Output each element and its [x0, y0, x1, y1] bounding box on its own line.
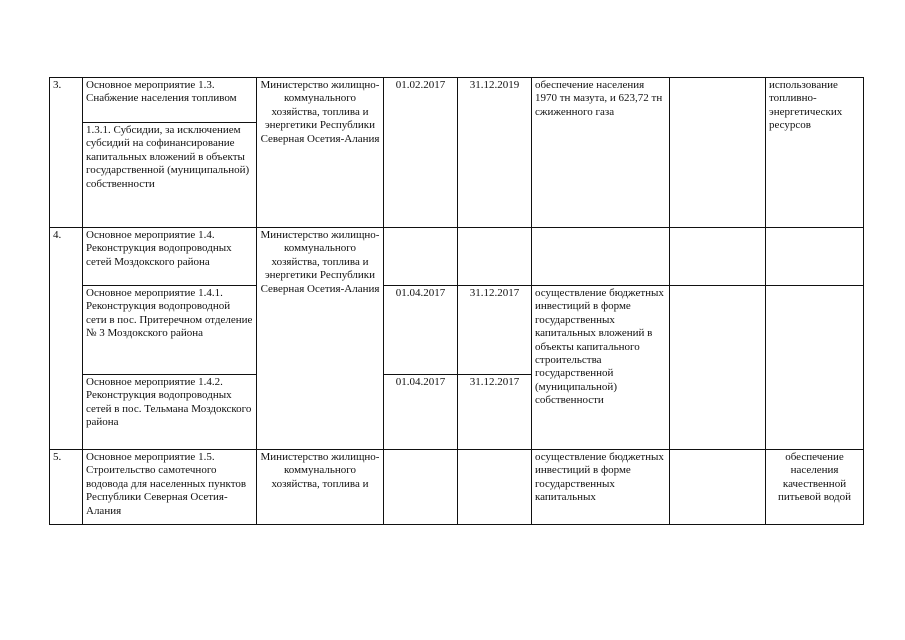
start-date-cell: 01.02.2017	[384, 78, 458, 228]
goal-cell	[766, 286, 864, 450]
indicator-cell	[670, 286, 766, 450]
executor-cell: Министерство жилищно-коммунального хозяйства, топлива и	[257, 450, 384, 525]
end-date-cell	[458, 228, 532, 286]
sub-event-cell: 1.3.1. Субсидии, за исключением субсидий на софинансирование капитальных вложений в объекты государственной (муниципальной) собственности	[83, 123, 257, 228]
indicator-cell	[670, 78, 766, 228]
start-date-cell: 01.04.2017	[384, 375, 458, 450]
executor-cell: Министерство жилищно-коммунального хозяйства, топлива и энергетики Республики Северная Осетия-Алания	[257, 228, 384, 450]
row-number: 5.	[50, 450, 83, 525]
expected-result-cell	[532, 228, 670, 286]
executor-cell: Министерство жилищно-коммунального хозяйства, топлива и энергетики Республики Северная Осетия-Алания	[257, 78, 384, 228]
end-date-cell: 31.12.2019	[458, 78, 532, 228]
goal-cell: обеспечение населения качественной питьевой водой	[766, 450, 864, 525]
main-event-cell: Основное мероприятие 1.3. Снабжение населения топливом	[83, 78, 257, 123]
end-date-cell	[458, 450, 532, 525]
indicator-cell	[670, 228, 766, 286]
expected-result-cell: осуществление бюджетных инвестиций в форме государственных капитальных	[532, 450, 670, 525]
row-number: 4.	[50, 228, 83, 450]
expected-result-cell: обеспечение населения 1970 тн мазута, и 623,72 тн сжиженного газа	[532, 78, 670, 228]
main-event-cell: Основное мероприятие 1.5. Строительство самотечного водовода для населенных пунктов Республики Северная Осетия-Алания	[83, 450, 257, 525]
sub-event-cell: Основное мероприятие 1.4.1. Реконструкция водопроводной сети в пос. Притеречном отделение № 3 Моздокского района	[83, 286, 257, 375]
goal-cell	[766, 228, 864, 286]
end-date-cell: 31.12.2017	[458, 375, 532, 450]
row-number: 3.	[50, 78, 83, 228]
goal-cell: использование топливно-энергетических ресурсов	[766, 78, 864, 228]
table-row	[50, 228, 864, 286]
end-date-cell: 31.12.2017	[458, 286, 532, 375]
program-events-table	[49, 77, 864, 525]
main-event-cell: Основное мероприятие 1.4. Реконструкция водопроводных сетей Моздокского района	[83, 228, 257, 286]
table-row	[50, 78, 864, 123]
start-date-cell	[384, 228, 458, 286]
indicator-cell	[670, 450, 766, 525]
sub-event-cell: Основное мероприятие 1.4.2. Реконструкция водопроводных сетей в пос. Тельмана Моздокского района	[83, 375, 257, 450]
expected-result-cell: осуществление бюджетных инвестиций в форме государственных капитальных вложений в объекты капитального строительства государственной (муниципальной) собственности	[532, 286, 670, 450]
table-row	[50, 450, 864, 525]
table-row	[50, 286, 864, 375]
start-date-cell	[384, 450, 458, 525]
start-date-cell: 01.04.2017	[384, 286, 458, 375]
